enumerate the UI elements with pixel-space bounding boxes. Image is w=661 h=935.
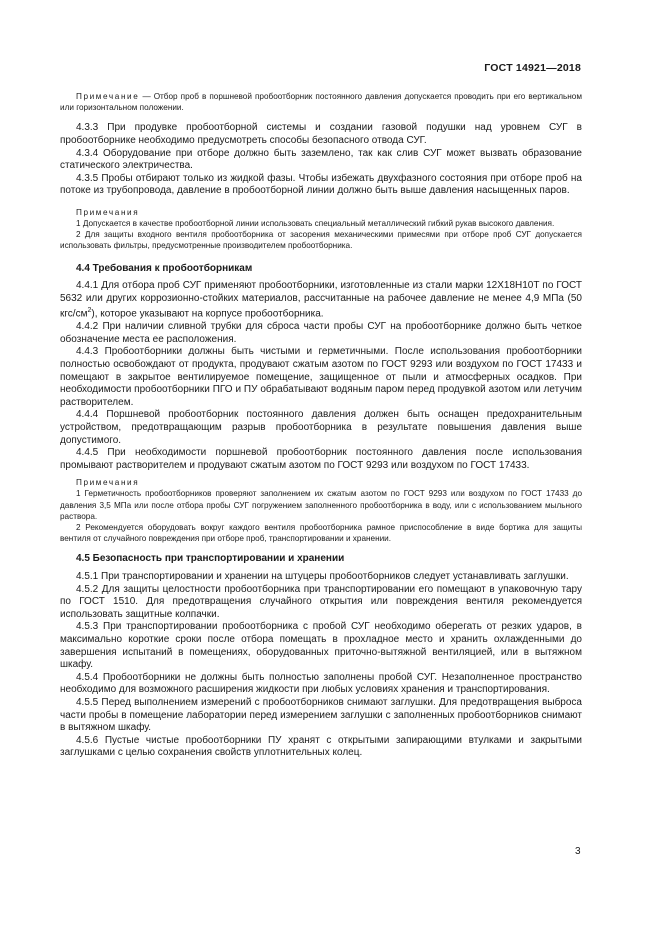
paragraph-4-5-1: 4.5.1 При транспортировании и хранении на штуцеры пробоотборников следует устанавливать заглушки. bbox=[76, 571, 569, 583]
paragraph-4-3-3: 4.3.3 При продувке пробоотборной системы и создании газовой подушки над уровнем СУГ в пробоотборнике необходимо предусмотреть способы безопасного отвода СУГ. bbox=[60, 122, 582, 146]
note-intro-label: Примечание bbox=[76, 92, 140, 101]
paragraph-4-3-5: 4.3.5 Пробы отбирают только из жидкой фазы. Чтобы избежать двухфазного состояния при отборе проб на потоке из трубопровода, давление в пробоотборной линии должно быть выше давления насыщенных паров. bbox=[60, 172, 582, 197]
paragraph-4-5-2: 4.5.2 Для защиты целостности пробоотборника при транспортировании его помещают в упаковочную тару по ГОСТ 1510. Для предотвращения случайного открытия или повреждения вентиля рекомендуется использовать защитные колпачки. bbox=[60, 583, 582, 620]
note-intro-text: — Отбор проб в поршневой пробоотборник постоянного давления допускается проводить при его вертикальном или горизонтальном положении. bbox=[60, 92, 582, 113]
note-1-2: 2 Для защиты входного вентиля пробоотборника от засорения механическими примесями при отборе проб СУГ допускается использовать фильтры, предусмотренные производителем пробоотборника. bbox=[60, 230, 582, 251]
standard-header: ГОСТ 14921—2018 bbox=[484, 62, 581, 74]
paragraph-4-4-5: 4.4.5 При необходимости поршневой пробоотборник постоянного давления после использования промывают растворителем и продувают сжатым азотом по ГОСТ 9293 или воздухом по ГОСТ 17433. bbox=[60, 447, 582, 471]
paragraph-4-4-1-text-b: ), которое указывают на корпусе пробоотборника. bbox=[91, 308, 324, 320]
document-body bbox=[60, 91, 582, 760]
page-number: 3 bbox=[575, 846, 581, 857]
note-2-2: 2 Рекомендуется оборудовать вокруг каждого вентиля пробоотборника рамное приспособление в виде бортика для защиты вентиля от случайного повреждения при отборе проб, транспортировании и хранении. bbox=[60, 523, 582, 544]
notes-label-1: Примечания bbox=[76, 207, 140, 217]
paragraph-4-5-6: 4.5.6 Пустые чистые пробоотборники ПУ хранят с открытыми запирающими втулками и закрытыми заглушками с целью сохранения свойств уплотнительных колец. bbox=[60, 734, 582, 759]
section-heading-4-5: 4.5 Безопасность при транспортировании и хранении bbox=[76, 553, 345, 565]
paragraph-4-4-1 bbox=[60, 280, 582, 321]
paragraph-4-4-1-text-a: 4.4.1 Для отбора проб СУГ применяют пробоотборники, изготовленные из стали марки 12Х18Н10Т по ГОСТ 5632 или других коррозионно-стойких материалов, рассчитанные на рабочее давление не менее 4,9 МПа (50 кгс/см bbox=[60, 280, 582, 320]
section-heading-4-4: 4.4 Требования к пробоотборникам bbox=[76, 262, 253, 274]
paragraph-4-3-4: 4.3.4 Оборудование при отборе должно быть заземлено, так как слив СУГ может вызвать образование статического электричества. bbox=[60, 147, 582, 172]
notes-label-2: Примечания bbox=[76, 478, 140, 488]
paragraph-4-5-5: 4.5.5 Перед выполнением измерений с пробоотборников снимают заглушки. Для предотвращения выброса части пробы в помещение лаборатории перед измерением заглушки с заполненных пробоотборников снимают в вытяжном шкафу. bbox=[60, 696, 582, 734]
paragraph-4-5-3: 4.5.3 При транспортировании пробоотборника с пробой СУГ необходимо оберегать от резких ударов, в максимально короткие сроки после отбора помещать в прохладное место и хранить охлажденными до завершения испытаний в помещениях, оборудованных приточно-вытяжной вентиляцией, или в вытяжном шкафу. bbox=[60, 621, 582, 671]
paragraph-4-4-4: 4.4.4 Поршневой пробоотборник постоянного давления должен быть оснащен предохранительным устройством, предотвращающим разрыв пробоотборника в результате повышения давления выше допустимого. bbox=[60, 409, 582, 446]
superscript: 2 bbox=[87, 307, 92, 315]
paragraph-4-5-4: 4.5.4 Пробоотборники не должны быть полностью заполнены пробой СУГ. Незаполненное пространство необходимо для возможного расширения жидкости при любых условиях хранения и транспортирования. bbox=[60, 671, 582, 696]
note-intro bbox=[60, 91, 582, 113]
paragraph-4-4-3: 4.4.3 Пробоотборники должны быть чистыми и герметичными. После использования пробоотборники полностью освобождают от продукта, продувают сжатым азотом по ГОСТ 9293 или воздухом по ГОСТ 17433 и помещают в закрытое вентилируемое помещение, защищенное от пыли и атмосферных осадков. При необходимости пробоотборники ПГО и ПУ обрабатывают водяным паром перед продувкой азотом или летучим растворителем. bbox=[60, 346, 582, 408]
note-2-1: 1 Герметичность пробоотборников проверяют заполнением их сжатым азотом по ГОСТ 9293 или воздухом по ГОСТ 17433 до давления 3,5 МПа или после отбора пробы СУГ погружением заполненного пробоотборника в воду, или с использованием мыльного раствора. bbox=[60, 489, 582, 521]
note-1-1: 1 Допускается в качестве пробоотборной линии использовать специальный металлический гибкий рукав высокого давления. bbox=[76, 218, 555, 228]
paragraph-4-4-2: 4.4.2 При наличии сливной трубки для сброса части пробы СУГ на пробоотборнике должно быть четкое обозначение места ее расположения. bbox=[60, 321, 582, 345]
